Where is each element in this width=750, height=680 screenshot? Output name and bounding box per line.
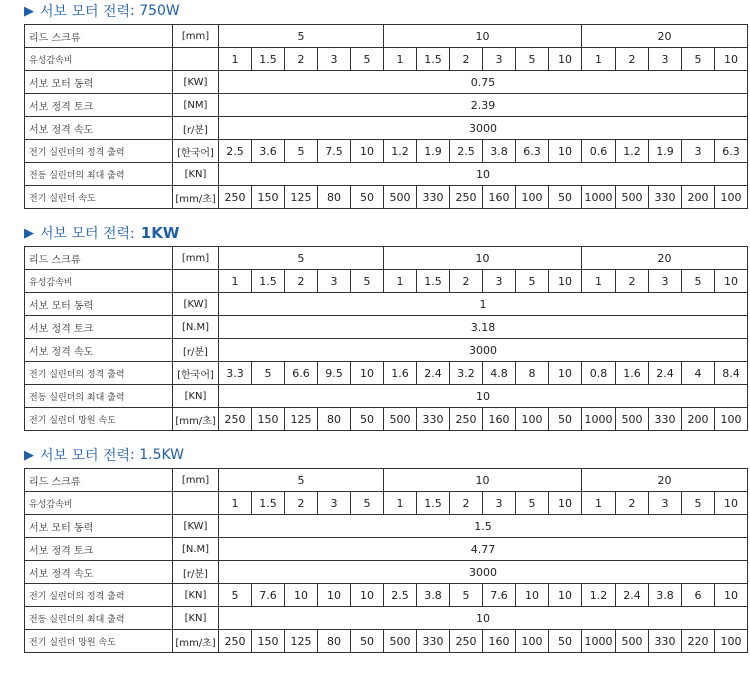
section-title-suffix: 1KW <box>140 224 180 242</box>
value-cell: 6 <box>682 584 715 607</box>
value-cell: 5 <box>516 48 549 71</box>
value-cell: 3.8 <box>417 584 450 607</box>
value-cell: 80 <box>318 630 351 653</box>
value-cell: 10 <box>516 584 549 607</box>
value-cell: 2.5 <box>384 584 417 607</box>
value-cell: 3000 <box>219 339 748 362</box>
value-cell: 250 <box>219 630 252 653</box>
row-unit <box>173 48 219 71</box>
value-cell: 7.6 <box>252 584 285 607</box>
row-unit: [KN] <box>173 385 219 408</box>
row-label: 서보 모터 동력 <box>25 293 173 316</box>
value-cell: 2.5 <box>219 140 252 163</box>
value-cell: 5 <box>252 362 285 385</box>
value-cell: 0.8 <box>582 362 616 385</box>
value-cell: 250 <box>219 186 252 209</box>
value-cell: 1.6 <box>616 362 649 385</box>
row-label: 서보 정격 속도 <box>25 339 173 362</box>
lead-group-cell: 5 <box>219 247 384 270</box>
value-cell: 3000 <box>219 117 748 140</box>
value-cell: 1.5 <box>417 270 450 293</box>
value-cell: 2 <box>450 492 483 515</box>
row-unit: [KN] <box>173 607 219 630</box>
value-cell: 1000 <box>582 630 616 653</box>
value-cell: 150 <box>252 186 285 209</box>
row-label: 전동 실린더의 최대 출력 <box>25 163 173 186</box>
row-unit: [KN] <box>173 584 219 607</box>
value-cell: 100 <box>516 186 549 209</box>
row-unit: [mm/초] <box>173 630 219 653</box>
row-unit: [KN] <box>173 163 219 186</box>
value-cell: 2.4 <box>616 584 649 607</box>
spec-row-reduction <box>25 492 748 515</box>
value-cell: 1000 <box>582 408 616 431</box>
value-cell: 100 <box>715 408 748 431</box>
value-cell: 1.9 <box>417 140 450 163</box>
value-cell: 3.2 <box>450 362 483 385</box>
value-cell: 330 <box>417 630 450 653</box>
value-cell: 1 <box>219 270 252 293</box>
value-cell: 500 <box>384 186 417 209</box>
value-cell: 1 <box>219 48 252 71</box>
value-cell: 10 <box>549 140 582 163</box>
section-title-suffix: : 1.5KW <box>130 447 185 463</box>
value-cell: 1000 <box>582 186 616 209</box>
value-cell: 250 <box>219 408 252 431</box>
spec-row-max-speed <box>25 408 748 431</box>
lead-group-cell: 20 <box>582 469 748 492</box>
value-cell: 160 <box>483 630 516 653</box>
row-unit: [mm] <box>173 247 219 270</box>
value-cell: 9.5 <box>318 362 351 385</box>
value-cell: 7.6 <box>483 584 516 607</box>
value-cell: 100 <box>715 630 748 653</box>
value-cell: 10 <box>715 492 748 515</box>
section-title <box>0 0 750 22</box>
value-cell: 6.3 <box>715 140 748 163</box>
value-cell: 1.6 <box>384 362 417 385</box>
row-unit: [N.M] <box>173 316 219 339</box>
value-cell: 3 <box>649 48 682 71</box>
value-cell: 250 <box>450 630 483 653</box>
value-cell: 5 <box>450 584 483 607</box>
value-cell: 500 <box>616 630 649 653</box>
value-cell: 3 <box>318 492 351 515</box>
spec-row-rated-speed <box>25 561 748 584</box>
row-label: 서보 정격 속도 <box>25 117 173 140</box>
value-cell: 10 <box>715 584 748 607</box>
row-label: 유성감속비 <box>25 270 173 293</box>
spec-row-rated-thrust <box>25 140 748 163</box>
spec-table <box>24 468 748 653</box>
value-cell: 10 <box>351 584 384 607</box>
value-cell: 50 <box>549 408 582 431</box>
value-cell: 50 <box>351 186 384 209</box>
value-cell: 330 <box>649 186 682 209</box>
row-label: 전동 실린더의 최대 출력 <box>25 607 173 630</box>
spec-row-max-thrust <box>25 607 748 630</box>
row-label: 서보 정격 토크 <box>25 94 173 117</box>
value-cell: 10 <box>219 163 748 186</box>
value-cell: 2 <box>450 48 483 71</box>
value-cell: 100 <box>516 630 549 653</box>
lead-group-cell: 5 <box>219 25 384 48</box>
spec-table <box>24 246 748 431</box>
value-cell: 3.8 <box>649 584 682 607</box>
value-cell: 2.4 <box>649 362 682 385</box>
spec-row-rated-thrust <box>25 362 748 385</box>
spec-section-750w <box>0 0 750 205</box>
value-cell: 10 <box>351 362 384 385</box>
value-cell: 10 <box>549 48 582 71</box>
lead-group-cell: 20 <box>582 25 748 48</box>
value-cell: 5 <box>219 584 252 607</box>
row-label: 서보 정격 속도 <box>25 561 173 584</box>
spec-row-motor-power <box>25 71 748 94</box>
row-label: 전기 실린더의 정격 출력 <box>25 140 173 163</box>
value-cell: 3 <box>483 48 516 71</box>
value-cell: 2 <box>285 48 318 71</box>
value-cell: 5 <box>682 270 715 293</box>
value-cell: 2 <box>450 270 483 293</box>
value-cell: 250 <box>450 186 483 209</box>
value-cell: 3 <box>318 48 351 71</box>
row-label: 서보 정격 토크 <box>25 538 173 561</box>
row-unit: [r/분] <box>173 561 219 584</box>
section-title-prefix: 서보 모터 전력 <box>40 4 131 20</box>
row-unit: [mm] <box>173 25 219 48</box>
row-label: 전동 실린더의 최대 출력 <box>25 385 173 408</box>
value-cell: 330 <box>649 630 682 653</box>
value-cell: 3 <box>483 492 516 515</box>
value-cell: 1 <box>219 492 252 515</box>
value-cell: 2 <box>616 270 649 293</box>
spec-row-rated-speed <box>25 117 748 140</box>
value-cell: 2 <box>616 48 649 71</box>
section-title <box>0 222 750 244</box>
value-cell: 10 <box>219 607 748 630</box>
value-cell: 5 <box>351 492 384 515</box>
value-cell: 3 <box>318 270 351 293</box>
value-cell: 2.4 <box>417 362 450 385</box>
section-title <box>0 444 750 466</box>
value-cell: 8.4 <box>715 362 748 385</box>
value-cell: 2 <box>616 492 649 515</box>
value-cell: 1.5 <box>252 492 285 515</box>
value-cell: 2.5 <box>450 140 483 163</box>
value-cell: 1.5 <box>417 492 450 515</box>
value-cell: 1.2 <box>616 140 649 163</box>
row-label: 전기 실린더 속도 <box>25 186 173 209</box>
row-unit: [r/분] <box>173 339 219 362</box>
value-cell: 160 <box>483 186 516 209</box>
lead-group-cell: 10 <box>384 469 582 492</box>
value-cell: 1.5 <box>417 48 450 71</box>
spec-row-lead-screw <box>25 247 748 270</box>
row-label: 유성감속비 <box>25 48 173 71</box>
row-unit <box>173 270 219 293</box>
value-cell: 50 <box>549 186 582 209</box>
value-cell: 250 <box>450 408 483 431</box>
value-cell: 50 <box>351 630 384 653</box>
row-unit: [r/분] <box>173 117 219 140</box>
row-label: 서보 모터 동력 <box>25 515 173 538</box>
value-cell: 1.5 <box>252 270 285 293</box>
row-label: 서보 정격 토크 <box>25 316 173 339</box>
spec-row-max-thrust <box>25 385 748 408</box>
lead-group-cell: 20 <box>582 247 748 270</box>
value-cell: 10 <box>219 385 748 408</box>
value-cell: 125 <box>285 186 318 209</box>
value-cell: 330 <box>649 408 682 431</box>
section-title-prefix: 서보 모터 전력 <box>40 448 131 464</box>
value-cell: 3 <box>682 140 715 163</box>
triangle-arrow-icon: ▶ <box>24 3 34 19</box>
value-cell: 2 <box>285 492 318 515</box>
row-unit: [mm] <box>173 469 219 492</box>
value-cell: 10 <box>715 270 748 293</box>
value-cell: 1.9 <box>649 140 682 163</box>
value-cell: 100 <box>715 186 748 209</box>
value-cell: 125 <box>285 408 318 431</box>
value-cell: 4.77 <box>219 538 748 561</box>
triangle-arrow-icon: ▶ <box>24 447 34 463</box>
value-cell: 1 <box>219 293 748 316</box>
value-cell: 10 <box>715 48 748 71</box>
section-title-suffix: : 750W <box>130 3 180 19</box>
row-label: 리드 스크류 <box>25 25 173 48</box>
spec-row-rated-thrust <box>25 584 748 607</box>
spec-row-rated-torque <box>25 316 748 339</box>
value-cell: 4.8 <box>483 362 516 385</box>
value-cell: 10 <box>351 140 384 163</box>
value-cell: 0.6 <box>582 140 616 163</box>
row-unit: [한국어] <box>173 140 219 163</box>
spec-row-max-thrust <box>25 163 748 186</box>
value-cell: 5 <box>682 492 715 515</box>
value-cell: 10 <box>549 584 582 607</box>
value-cell: 330 <box>417 408 450 431</box>
value-cell: 1 <box>384 492 417 515</box>
row-unit: [KW] <box>173 71 219 94</box>
row-label: 서보 모터 동력 <box>25 71 173 94</box>
row-label: 리드 스크류 <box>25 469 173 492</box>
row-unit: [mm/초] <box>173 186 219 209</box>
value-cell: 10 <box>549 492 582 515</box>
value-cell: 1.2 <box>582 584 616 607</box>
value-cell: 330 <box>417 186 450 209</box>
value-cell: 6.6 <box>285 362 318 385</box>
triangle-arrow-icon: ▶ <box>24 225 34 241</box>
value-cell: 1 <box>582 48 616 71</box>
value-cell: 4 <box>682 362 715 385</box>
row-label: 전기 실린더 망원 속도 <box>25 630 173 653</box>
value-cell: 3000 <box>219 561 748 584</box>
row-unit <box>173 492 219 515</box>
row-unit: [KW] <box>173 293 219 316</box>
row-unit: [한국어] <box>173 362 219 385</box>
spec-row-rated-speed <box>25 339 748 362</box>
value-cell: 3.6 <box>252 140 285 163</box>
value-cell: 3 <box>649 492 682 515</box>
value-cell: 10 <box>549 270 582 293</box>
spec-row-rated-torque <box>25 538 748 561</box>
spec-row-motor-power <box>25 293 748 316</box>
value-cell: 2 <box>285 270 318 293</box>
value-cell: 2.39 <box>219 94 748 117</box>
value-cell: 5 <box>351 48 384 71</box>
row-label: 전기 실린더 망원 속도 <box>25 408 173 431</box>
value-cell: 10 <box>549 362 582 385</box>
value-cell: 5 <box>516 492 549 515</box>
row-label: 리드 스크류 <box>25 247 173 270</box>
value-cell: 200 <box>682 186 715 209</box>
value-cell: 5 <box>351 270 384 293</box>
spec-table <box>24 24 748 209</box>
value-cell: 6.3 <box>516 140 549 163</box>
value-cell: 3.8 <box>483 140 516 163</box>
value-cell: 100 <box>516 408 549 431</box>
value-cell: 200 <box>682 408 715 431</box>
row-unit: [N.M] <box>173 538 219 561</box>
spec-row-reduction <box>25 48 748 71</box>
lead-group-cell: 5 <box>219 469 384 492</box>
value-cell: 5 <box>682 48 715 71</box>
value-cell: 1.5 <box>219 515 748 538</box>
row-unit: [NM] <box>173 94 219 117</box>
lead-group-cell: 10 <box>384 25 582 48</box>
value-cell: 500 <box>384 408 417 431</box>
row-unit: [KW] <box>173 515 219 538</box>
value-cell: 50 <box>351 408 384 431</box>
spec-row-rated-torque <box>25 94 748 117</box>
value-cell: 125 <box>285 630 318 653</box>
value-cell: 3 <box>483 270 516 293</box>
value-cell: 3.18 <box>219 316 748 339</box>
section-title-prefix: 서보 모터 전력: <box>40 226 135 242</box>
value-cell: 150 <box>252 408 285 431</box>
row-label: 전기 실린더의 정격 출력 <box>25 362 173 385</box>
value-cell: 80 <box>318 186 351 209</box>
value-cell: 1 <box>582 492 616 515</box>
value-cell: 500 <box>616 408 649 431</box>
row-label: 유성감속비 <box>25 492 173 515</box>
value-cell: 220 <box>682 630 715 653</box>
value-cell: 8 <box>516 362 549 385</box>
value-cell: 1 <box>384 48 417 71</box>
value-cell: 5 <box>516 270 549 293</box>
spec-row-max-speed <box>25 186 748 209</box>
spec-row-lead-screw <box>25 469 748 492</box>
value-cell: 7.5 <box>318 140 351 163</box>
row-unit: [mm/초] <box>173 408 219 431</box>
value-cell: 1.2 <box>384 140 417 163</box>
value-cell: 5 <box>285 140 318 163</box>
value-cell: 3 <box>649 270 682 293</box>
row-label: 전기 실린더의 정격 출력 <box>25 584 173 607</box>
value-cell: 1 <box>582 270 616 293</box>
spec-section-1-5kw <box>0 444 750 649</box>
spec-row-max-speed <box>25 630 748 653</box>
spec-section-1kw <box>0 222 750 427</box>
value-cell: 80 <box>318 408 351 431</box>
value-cell: 10 <box>318 584 351 607</box>
value-cell: 1 <box>384 270 417 293</box>
value-cell: 500 <box>384 630 417 653</box>
value-cell: 3.3 <box>219 362 252 385</box>
spec-row-lead-screw <box>25 25 748 48</box>
value-cell: 1.5 <box>252 48 285 71</box>
spec-row-reduction <box>25 270 748 293</box>
lead-group-cell: 10 <box>384 247 582 270</box>
value-cell: 500 <box>616 186 649 209</box>
value-cell: 160 <box>483 408 516 431</box>
spec-row-motor-power <box>25 515 748 538</box>
value-cell: 10 <box>285 584 318 607</box>
value-cell: 150 <box>252 630 285 653</box>
value-cell: 50 <box>549 630 582 653</box>
value-cell: 0.75 <box>219 71 748 94</box>
